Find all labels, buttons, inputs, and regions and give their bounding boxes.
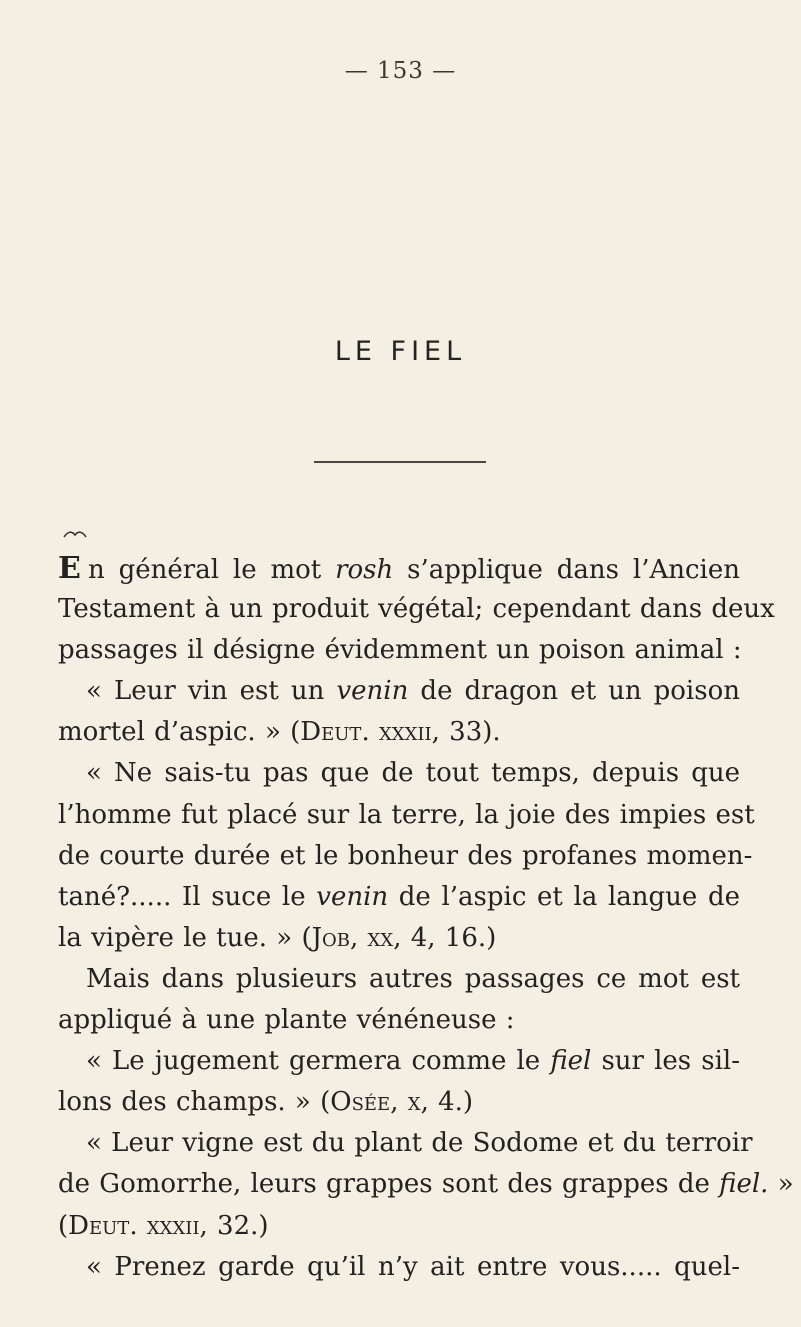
text-fragment: Mais dans plusieurs autres passages ce mot est <box>86 963 740 994</box>
text-line <box>58 1000 740 1041</box>
body-text <box>58 548 794 1288</box>
text-line <box>58 836 753 877</box>
text-fragment: l’homme fut placé sur la terre, la joie des impies est <box>58 799 755 830</box>
text-fragment: n général le mot <box>88 555 336 585</box>
text-line <box>58 1082 740 1123</box>
italic-word: venin <box>316 881 389 912</box>
text-line <box>58 671 740 712</box>
small-caps-reference: Deut. <box>300 717 370 748</box>
italic-word: rosh <box>335 555 394 585</box>
text-fragment: , 4, 16.) <box>393 922 497 953</box>
text-line <box>58 1206 740 1247</box>
text-fragment: lons des champs. » ( <box>58 1087 331 1118</box>
text-fragment: , 32.) <box>199 1210 269 1241</box>
text-fragment: » <box>768 1169 794 1200</box>
italic-word: fiel. <box>719 1169 769 1200</box>
small-caps-reference: xx <box>367 922 394 953</box>
text-fragment: mortel d’aspic. » ( <box>58 717 301 748</box>
text-fragment: , <box>390 1087 408 1118</box>
text-line <box>58 1247 740 1288</box>
text-fragment: , 4.) <box>420 1087 474 1118</box>
text-fragment: , <box>350 922 368 953</box>
chapter-title: LE FIEL <box>334 336 467 367</box>
text-fragment <box>138 1211 147 1241</box>
small-caps-reference: x <box>407 1087 421 1118</box>
text-line <box>58 712 740 753</box>
small-caps-reference: Job <box>311 922 351 953</box>
italic-word: fiel <box>550 1046 592 1077</box>
text-line <box>58 1041 740 1082</box>
text-fragment: passages il désigne évidemment un poison animal : <box>58 635 742 666</box>
text-fragment: la vipère le tue. » ( <box>58 922 312 953</box>
text-line <box>58 1123 753 1164</box>
text-fragment: « Ne sais-tu pas que de tout temps, depuis que <box>86 758 740 789</box>
text-fragment <box>370 717 379 747</box>
text-line <box>58 795 755 836</box>
text-fragment: de dragon et un poison <box>408 676 740 707</box>
text-line <box>58 1164 794 1205</box>
text-fragment: s’applique dans l’Ancien <box>393 555 740 585</box>
text-fragment: de courte durée et le bonheur des profanes momen- <box>58 840 753 871</box>
text-line <box>58 548 740 589</box>
text-line <box>58 630 740 671</box>
small-caps-reference: Deut. <box>68 1210 138 1241</box>
text-line <box>58 589 775 630</box>
text-fragment: Testament à un produit végétal; cependant dans deux <box>58 594 775 625</box>
text-line <box>58 877 740 918</box>
small-caps-reference: xxxii <box>146 1210 200 1241</box>
text-fragment: sur les sil- <box>591 1046 740 1077</box>
text-fragment: , 33). <box>431 717 501 748</box>
drop-cap: E <box>58 551 79 586</box>
text-line <box>58 918 740 959</box>
page-number: — 153 — <box>344 58 457 84</box>
text-fragment: « Leur vigne est du plant de Sodome et du terroir <box>86 1128 753 1159</box>
text-fragment: tané?..... Il suce le <box>58 881 317 912</box>
italic-word: venin <box>336 676 409 707</box>
text-fragment: appliqué à une plante vénéneuse : <box>58 1005 515 1036</box>
text-fragment: « Le jugement germera comme le <box>86 1046 551 1077</box>
small-caps-reference: xxxii <box>378 717 432 748</box>
text-fragment: de l’aspic et la langue de <box>388 881 740 912</box>
text-line <box>58 959 740 1000</box>
text-fragment: ( <box>58 1210 69 1241</box>
small-caps-reference: Osée <box>330 1087 391 1118</box>
text-fragment: « Leur vin est un <box>86 676 337 707</box>
text-fragment: « Prenez garde qu’il n’y ait entre vous..... quel- <box>86 1251 740 1282</box>
text-fragment: de Gomorrhe, leurs grappes sont des grappes de <box>58 1169 720 1200</box>
title-rule <box>314 461 486 463</box>
text-line <box>58 753 740 794</box>
ornament-icon <box>62 530 88 540</box>
